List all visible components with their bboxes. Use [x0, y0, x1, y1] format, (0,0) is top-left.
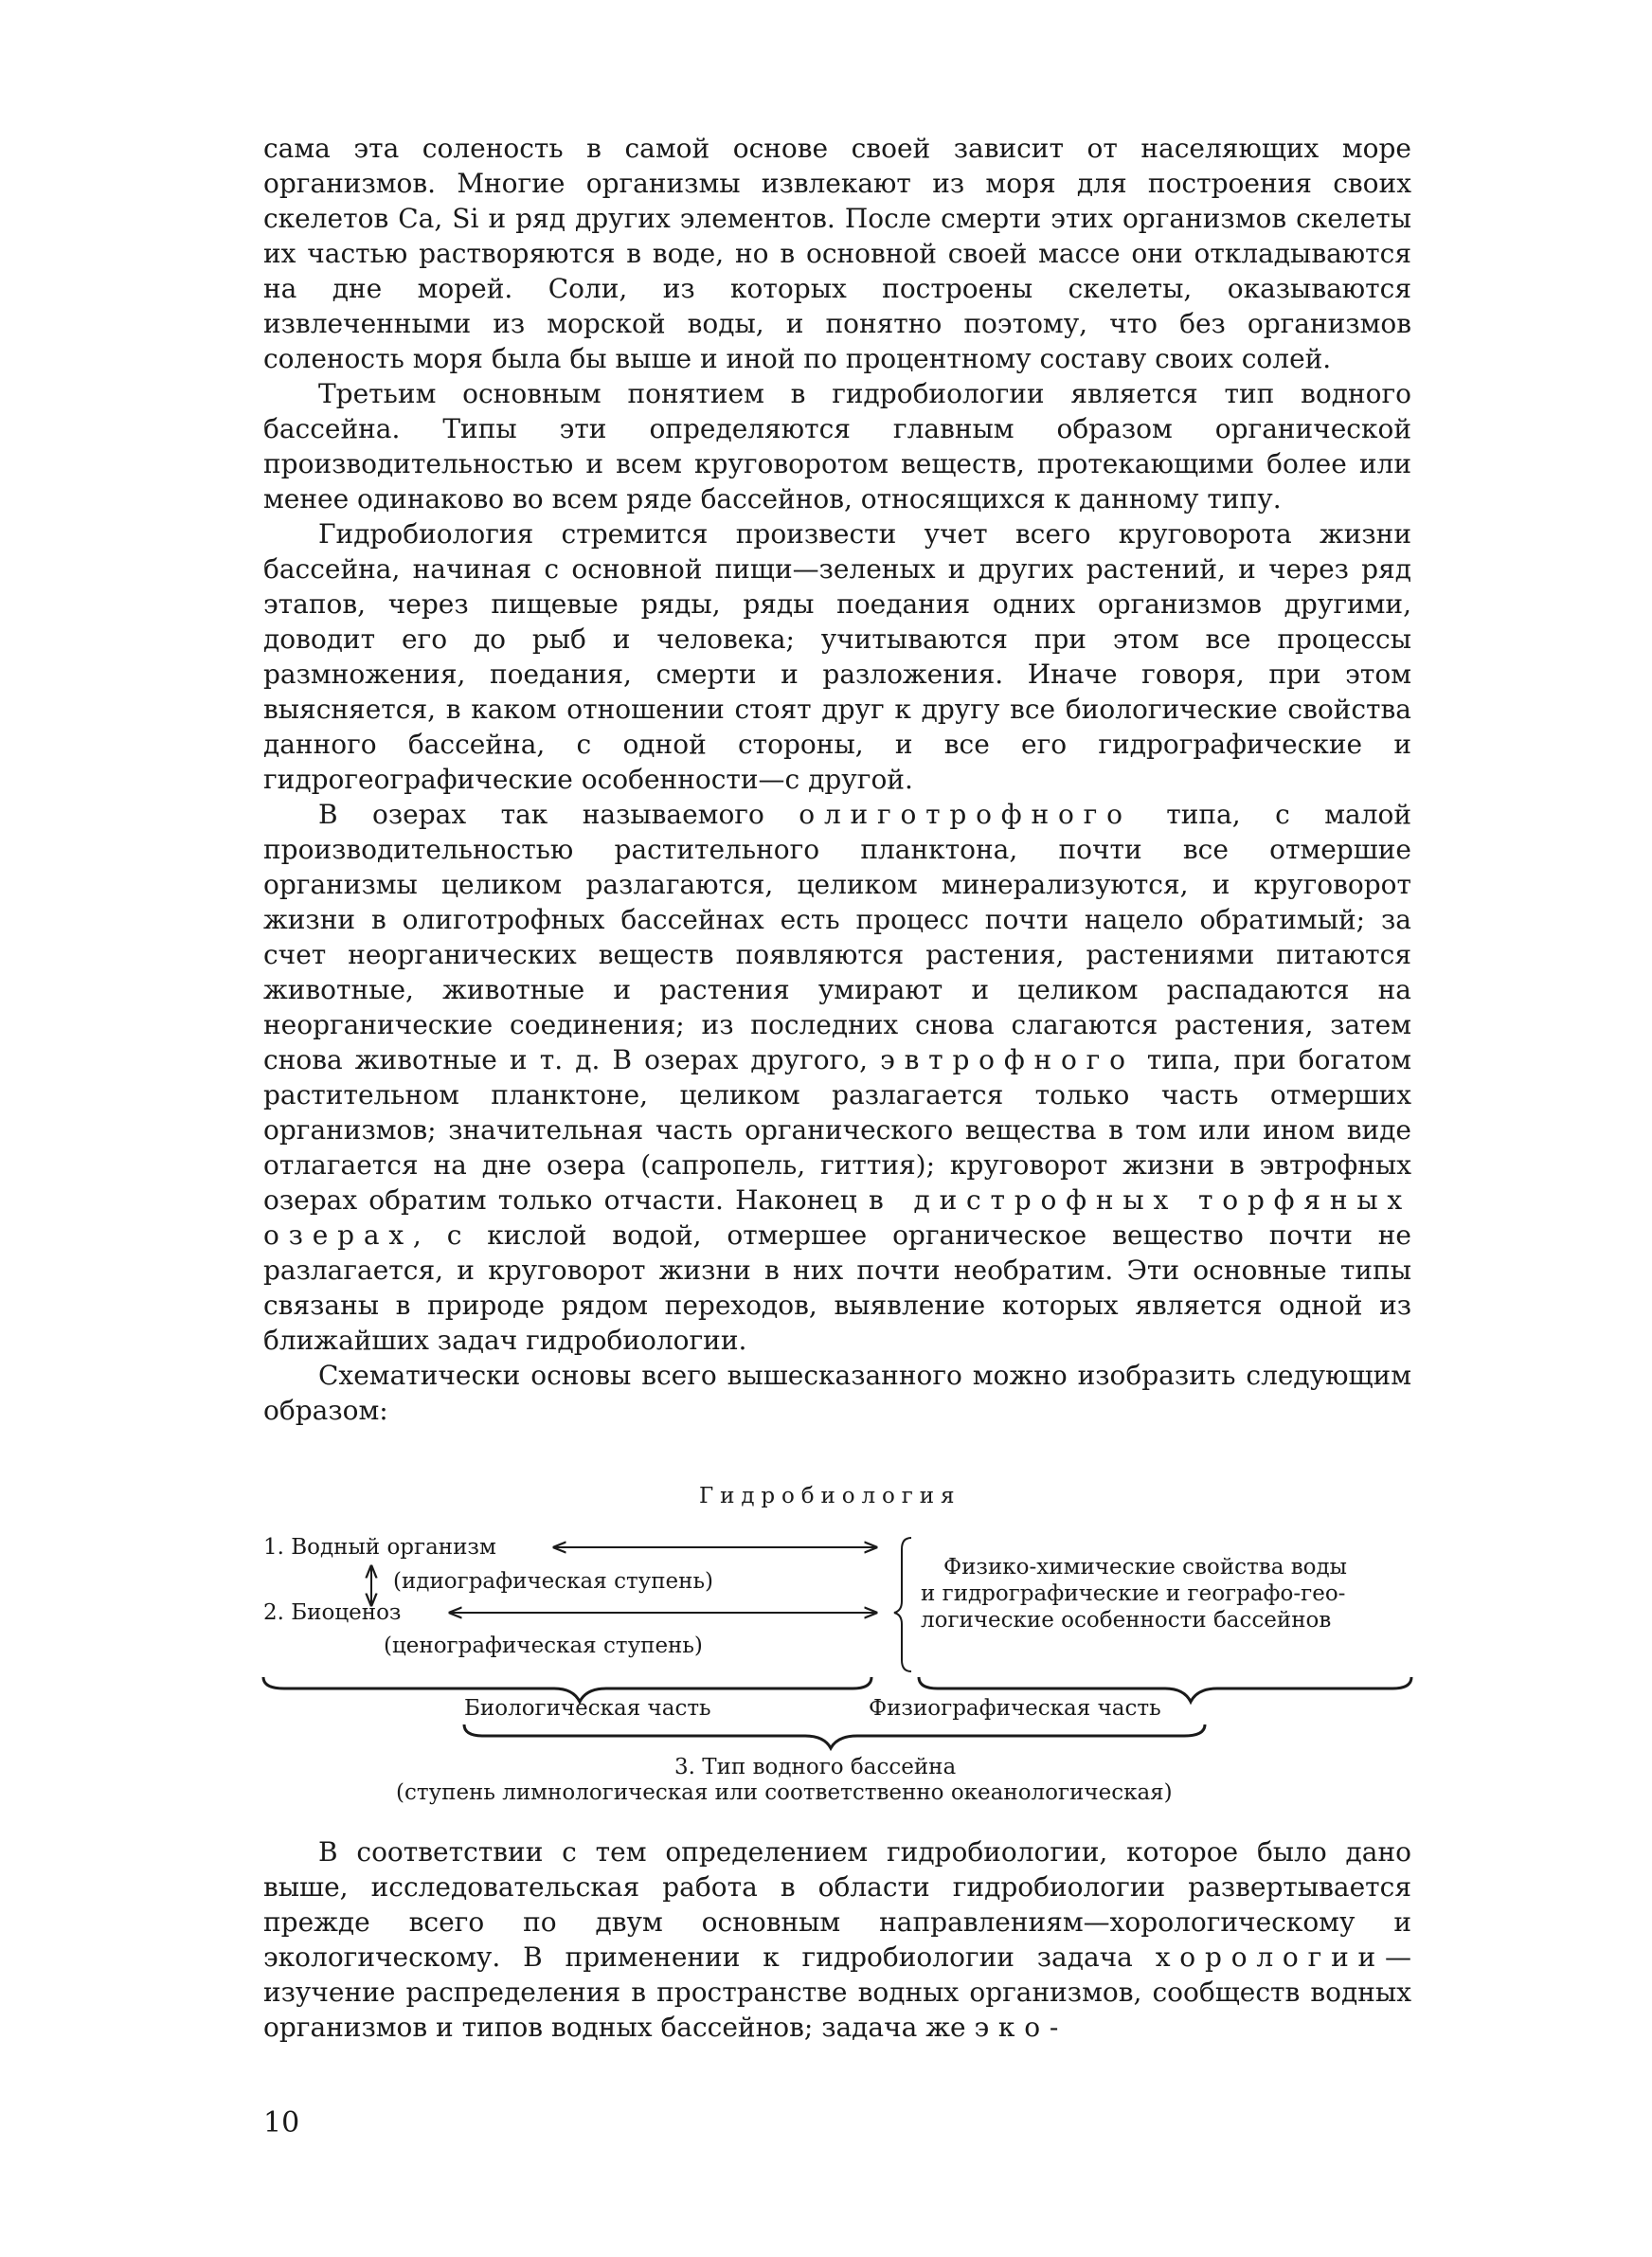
diagram-physchem-line2: и гидрографические и географо-гео- — [921, 1581, 1346, 1606]
paragraph-text: Третьим основным понятием в гидробиологии является тип водного бассейна. Типы эти определяются главным образом органической производительностью и всем круговоротом веществ, протекающими более или менее одинаково во всем ряде бассейнов, относящихся к данному типу. — [263, 378, 1411, 515]
paragraph — [263, 131, 1411, 376]
diagram-biological-part: Биологическая часть — [464, 1696, 711, 1721]
paragraph-text: В соответствии с тем определением гидробиологии, которое было дано выше, исследовательская работа в области гидробиологии развертывается прежде всего по двум основным направлениям—хорологическому и экологическому. В применении к гидробиологии задача — [263, 1836, 1411, 1973]
physchem-brace — [894, 1538, 911, 1671]
diagram-physchem-line1: Физико-химические свойства воды — [943, 1555, 1347, 1580]
combined-underbrace — [464, 1724, 1205, 1748]
spaced-emphasis-text: хорологии — [1155, 1941, 1385, 1973]
paragraph — [263, 1358, 1411, 1428]
paragraph — [263, 797, 1411, 1358]
spaced-emphasis-text: в дистрофных торфяных озерах — [263, 1184, 1411, 1251]
paragraph-text: сама эта соленость в самой основе своей зависит от населяющих море организмов. Многие организмы извлекают из моря для построения своих скелетов Са, Si и ряд других элементов. После смерти этих организмов скелеты их частью растворяются в воде, но в основной своей массе они откладываются на дне морей. Соли, из которых построены скелеты, оказываются извлеченными из морской воды, и понятно поэтому, что без организмов соленость моря была бы выше и иной по процентному составу своих солей. — [263, 133, 1411, 374]
paragraph-text: —изучение распределения в пространстве водных организмов, сообществ водных организмов и типов водных бассейнов; задача же — [263, 1941, 1411, 2043]
paragraph-text: , с кислой водой, отмершее органическое вещество почти не разлагается, и круговорот жизни в них почти необратим. Эти основные типы связаны в природе рядом переходов, выявление которых является одной из ближайших задач гидробиологии. — [263, 1219, 1411, 1356]
diagram-idiographic-stage: (идиографическая ступень) — [393, 1569, 713, 1594]
paragraph — [263, 376, 1411, 516]
diagram-cenographic-stage: (ценографическая ступень) — [384, 1634, 703, 1658]
body-text-top — [263, 131, 1411, 1428]
spaced-emphasis-text: эко- — [974, 2012, 1068, 2043]
paragraph-text: типа, с малой производительностью растительного планктона, почти все отмершие организмы целиком разлагаются, целиком минерализуются, и круговорот жизни в олиготрофных бассейнах есть процесс почти нацело обратимый; за счет неорганических веществ появляются растения, растениями питаются животные, животные и растения умирают и целиком распадаются на неорганические соединения; из последних снова слагаются растения, затем снова животные и т. д. В озерах другого, — [263, 799, 1411, 1075]
diagram-title: Гидробиология — [699, 1484, 961, 1508]
paragraph — [263, 516, 1411, 797]
spaced-emphasis-text: эвтрофного — [880, 1044, 1135, 1075]
body-text-bottom — [263, 1834, 1411, 2045]
diagram-item-water-organism: 1. Водный организм — [263, 1535, 496, 1560]
paragraph-text: типа, при богатом растительном планктоне, целиком разлагается только часть отмерших организмов; значительная часть органического вещества в том или ином виде отлагается на дне озера (сапропель, гиттия); круговорот жизни в эвтрофных озерах обратим только отчасти. Наконец — [263, 1044, 1412, 1216]
paragraph-text: Схематически основы всего вышесказанного можно изобразить следующим образом: — [263, 1360, 1411, 1426]
diagram-item-biocenosis: 2. Биоценоз — [263, 1600, 402, 1625]
spaced-emphasis-text: олиготрофного — [799, 799, 1132, 830]
paragraph — [263, 1834, 1411, 2045]
page-number: 10 — [263, 2106, 300, 2140]
diagram-physiographic-part: Физиографическая часть — [869, 1696, 1161, 1721]
diagram-item-water-basin-type: 3. Тип водного бассейна — [674, 1755, 957, 1779]
diagram-item-water-basin-type-note: (ступень лимнологическая или соответственно океанологическая) — [396, 1780, 1173, 1805]
diagram-physchem-line3: логические особенности бассейнов — [921, 1608, 1332, 1633]
paragraph-text: В озерах так называемого — [318, 799, 799, 830]
paragraph-text: Гидробиология стремится произвести учет всего круговорота жизни бассейна, начиная с основной пищи—зеленых и других растений, и через ряд этапов, через пищевые ряды, ряды поедания одних организмов другими, доводит его до рыб и человека; учитываются при этом все процессы размножения, поедания, смерти и разложения. Иначе говоря, при этом выясняется, в каком отношении стоят друг к другу все биологические свойства данного бассейна, с одной стороны, и все его гидрографические и гидрогеографические особенности—с другой. — [263, 518, 1411, 795]
